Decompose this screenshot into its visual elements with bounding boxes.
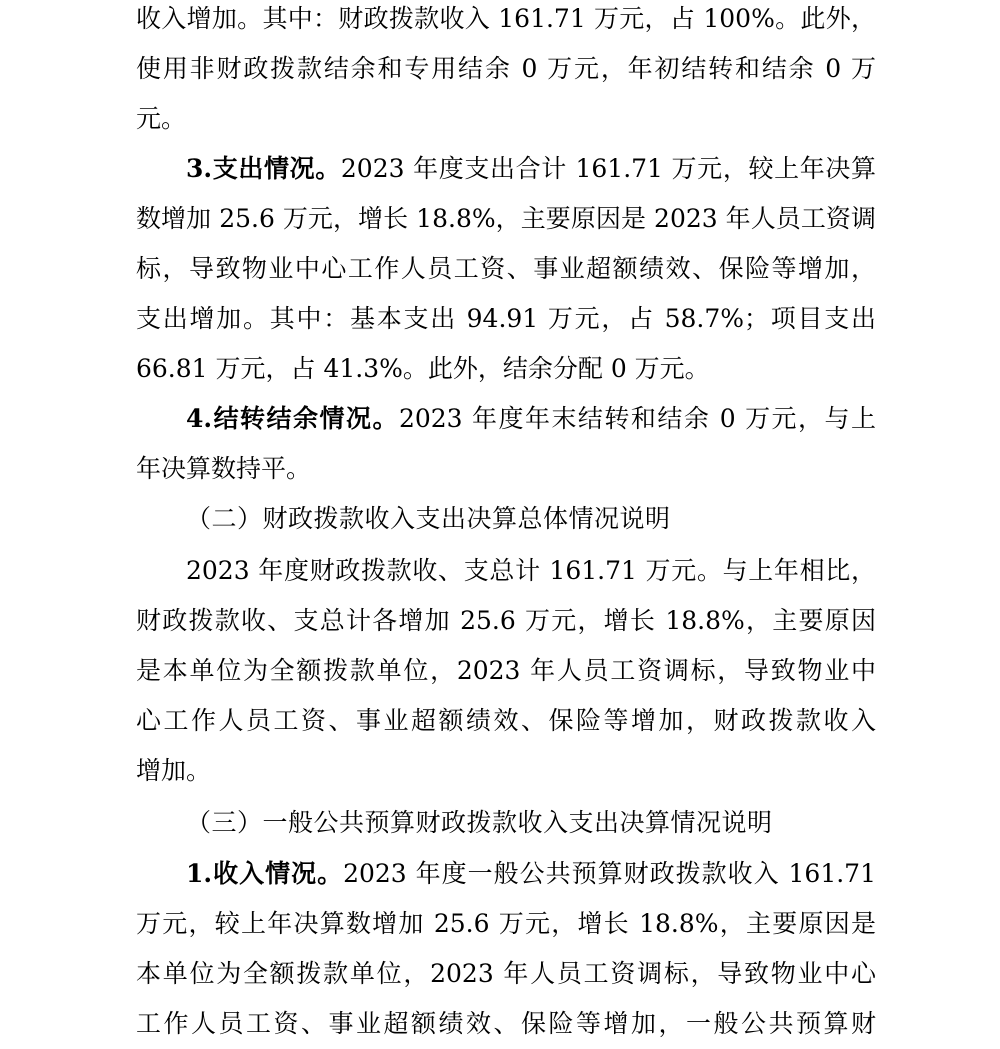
text-line-21 <box>136 999 876 1049</box>
line-text: 本单位为全额拨款单位，2023 年人员工资调标，导致物业中心 <box>136 959 876 988</box>
section-heading-2 <box>186 494 876 544</box>
line-text: 2023 年度支出合计 161.71 万元，较上年决算 <box>340 154 876 183</box>
line-text: 增加。 <box>136 756 212 785</box>
line-text: 2023 年度一般公共预算财政拨款收入 161.71 <box>343 859 876 888</box>
text-line-15 <box>136 696 876 746</box>
line-text: 2023 年度财政拨款收、支总计 161.71 万元。与上年相比， <box>186 556 876 585</box>
heading-text: （三）一般公共预算财政拨款收入支出决算情况说明 <box>186 808 773 837</box>
line-text: 标，导致物业中心工作人员工资、事业超额绩效、保险等增加， <box>136 254 876 283</box>
heading-text: （二）财政拨款收入支出决算总体情况说明 <box>186 504 671 533</box>
text-line-18 <box>186 849 876 899</box>
line-text: 元。 <box>136 104 187 133</box>
line-text: 财政拨款收、支总计各增加 25.6 万元，增长 18.8%，主要原因 <box>136 606 876 635</box>
line-text: 收入增加。其中：财政拨款收入 161.71 万元，占 100%。此外， <box>136 4 876 33</box>
line-text: 是本单位为全额拨款单位，2023 年人员工资调标，导致物业中 <box>136 656 876 685</box>
line-text: 使用非财政拨款结余和专用结余 0 万元，年初结转和结余 0 万 <box>136 54 876 83</box>
text-line-6 <box>136 244 876 294</box>
line-text: 66.81 万元，占 41.3%。此外，结余分配 0 万元。 <box>136 354 710 383</box>
line-text: 支出增加。其中：基本支出 94.91 万元，占 58.7%；项目支出 <box>136 304 876 333</box>
text-line-4 <box>186 144 876 194</box>
text-line-3 <box>136 94 876 144</box>
section-lead: 1.收入情况。 <box>186 859 344 888</box>
text-line-14 <box>136 646 876 696</box>
text-line-13 <box>136 596 876 646</box>
text-line-1 <box>136 0 876 44</box>
text-line-2 <box>136 44 876 94</box>
text-line-9 <box>186 394 876 444</box>
text-line-19 <box>136 899 876 949</box>
line-text: 万元，较上年决算数增加 25.6 万元，增长 18.8%，主要原因是 <box>136 909 876 938</box>
text-line-7 <box>136 294 876 344</box>
text-line-10 <box>136 444 876 494</box>
section-heading-3 <box>186 798 876 848</box>
line-text: 心工作人员工资、事业超额绩效、保险等增加，财政拨款收入 <box>136 706 876 735</box>
text-line-12 <box>186 546 876 596</box>
line-text: 工作人员工资、事业超额绩效、保险等增加，一般公共预算财 <box>136 1009 876 1038</box>
line-text: 2023 年度年末结转和结余 0 万元，与上 <box>398 404 876 433</box>
text-line-20 <box>136 949 876 999</box>
line-text: 数增加 25.6 万元，增长 18.8%，主要原因是 2023 年人员工资调 <box>136 204 876 233</box>
section-lead: 4.结转结余情况。 <box>186 404 399 433</box>
text-line-8 <box>136 344 876 394</box>
text-line-5 <box>136 194 876 244</box>
text-line-16 <box>136 746 876 796</box>
line-text: 年决算数持平。 <box>136 454 312 483</box>
section-lead: 3.支出情况。 <box>186 154 341 183</box>
